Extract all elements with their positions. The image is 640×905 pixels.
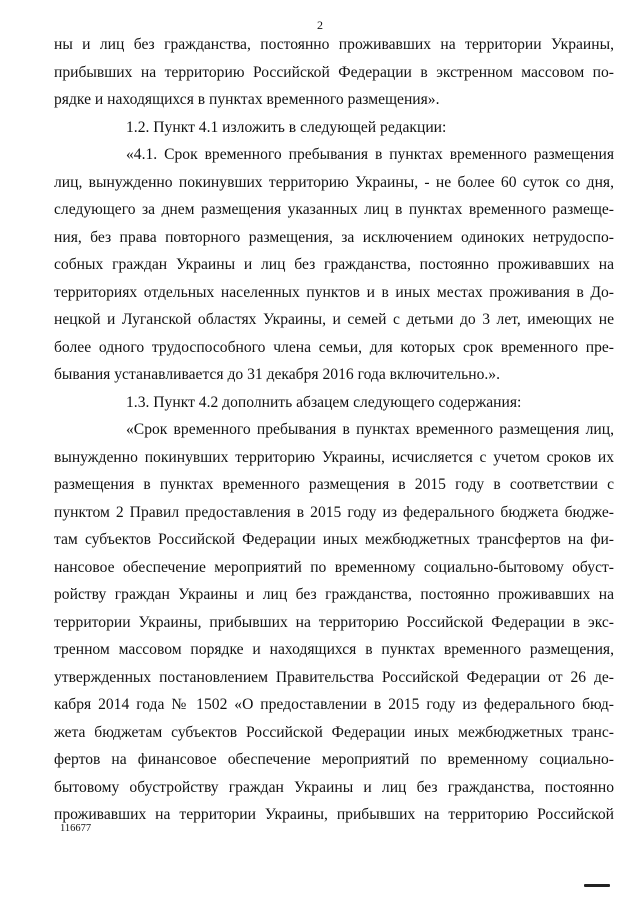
text-line: бывания устанавливается до 31 декабря 2016 года включительно.». (54, 366, 501, 383)
text-line: собных граждан Украины и лиц без гражданства, постоянно проживавших на (54, 256, 614, 273)
text-line: фертов на финансовое обеспечение мероприятий по временному социально- (54, 751, 614, 768)
text-line: нансовое обеспечение мероприятий по временному социально-бытовому обуст- (54, 558, 614, 576)
scan-edge-mark (584, 884, 610, 887)
text-line: бытовому обустройству граждан Украины и лиц без гражданства, постоянно (54, 778, 614, 796)
text-line: там субъектов Российской Федерации иных межбюджетных трансфертов на фи- (54, 531, 614, 548)
text-line: вынужденно покинувших территорию Украины, исчисляется с учетом сроков их (54, 448, 614, 466)
page-number: 2 (317, 18, 323, 32)
text-line: лиц, вынужденно покинувших территорию Украины, - не более 60 суток со дня, (54, 173, 614, 191)
text-line: утвержденных постановлением Правительства Российской Федерации от 26 де- (54, 668, 614, 686)
text-line: 1.3. Пункт 4.2 дополнить абзацем следующего содержания: (126, 393, 522, 411)
text-line: рядке и находящихся в пунктах временного размещения». (54, 91, 440, 108)
document-code: 116677 (60, 823, 92, 834)
text-line: территории Украины, прибывших на территорию Российской Федерации в экс- (54, 613, 614, 631)
text-line: ройству граждан Украины и лиц без гражданства, постоянно проживавших на (54, 586, 614, 603)
text-line: размещения в пунктах временного размещения в 2015 году в соответствии с (54, 476, 614, 493)
text-line: ния, без права повторного размещения, за исключением одиноких нетрудоспо- (54, 228, 614, 246)
text-line: пунктом 2 Правил предоставления в 2015 году из федерального бюджета бюдже- (54, 503, 614, 521)
text-line: ны и лиц без гражданства, постоянно проживавших на территории Украины, (54, 36, 614, 53)
text-line: тренном массовом порядке и находящихся в пунктах временного размещения, (54, 641, 614, 658)
text-line: прибывших на территорию Российской Федерации в экстренном массовом по- (54, 63, 614, 81)
text-line: «4.1. Срок временного пребывания в пунктах временного размещения (126, 146, 614, 163)
text-line: проживавших на территории Украины, прибывших на территорию Российской (54, 806, 614, 823)
text-line: следующего за днем размещения указанных лиц в пунктах временного размеще- (54, 201, 614, 218)
text-line: «Срок временного пребывания в пунктах временного размещения лиц, (126, 421, 614, 438)
text-line: кабря 2014 года № 1502 «О предоставлении в 2015 году из федерального бюд- (54, 696, 614, 713)
text-line: 1.2. Пункт 4.1 изложить в следующей редакции: (126, 118, 447, 136)
text-line: более одного трудоспособного члена семьи, для которых срок временного пре- (54, 338, 614, 356)
text-line: территориях отдельных населенных пунктов и в иных местах проживания в До- (54, 283, 614, 301)
document-body (54, 31, 614, 829)
text-line: нецкой и Луганской областях Украины, и семей с детьми до 3 лет, имеющих не (54, 311, 614, 328)
text-line: жета бюджетам субъектов Российской Федерации иных межбюджетных транс- (54, 723, 614, 741)
